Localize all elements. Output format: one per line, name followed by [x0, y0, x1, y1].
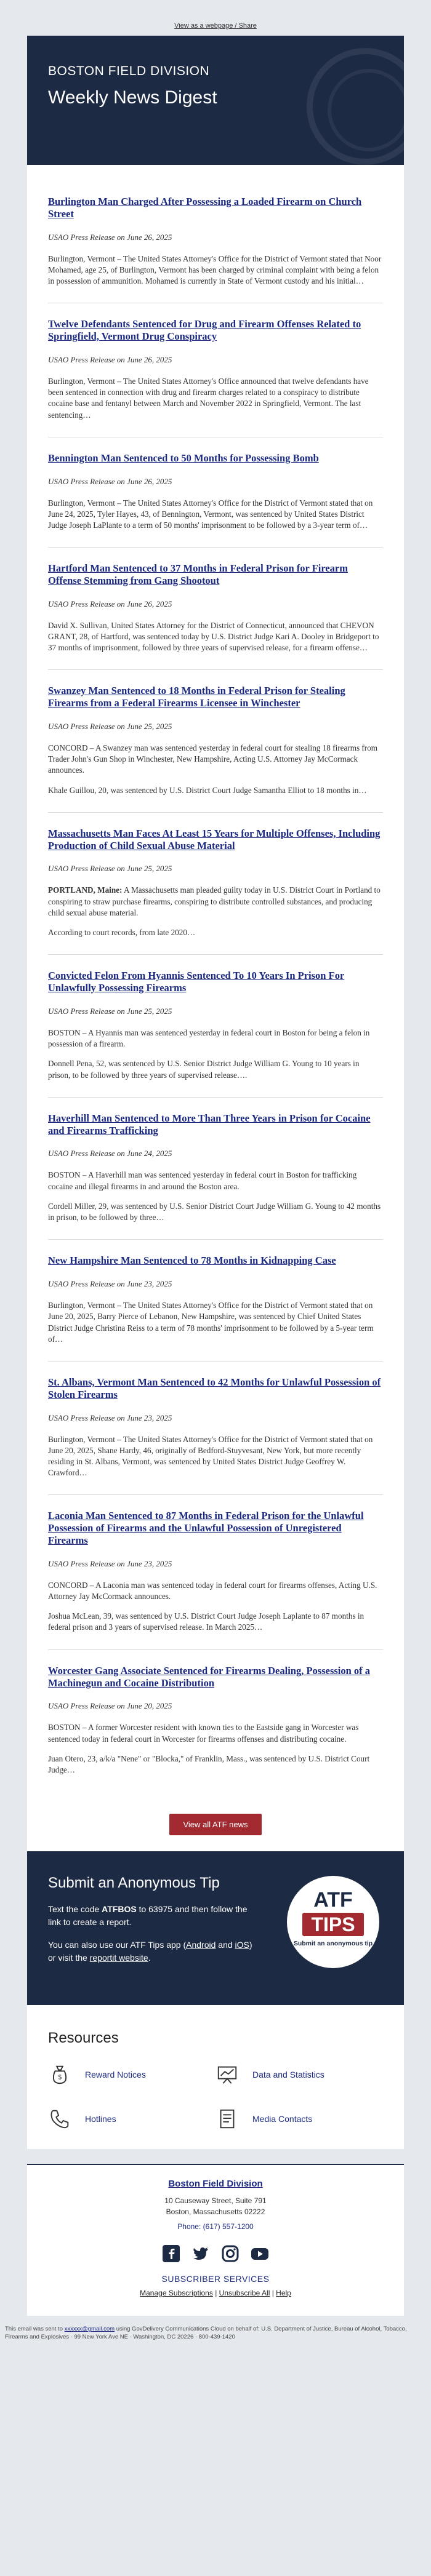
article-summary-text: Juan Otero, 23, a/k/a "Nene" or "Blocka," of Franklin, Mass., was sentenced by U.S. District Court Judge…	[48, 1753, 370, 1774]
article-summary-text: CONCORD – A Laconia man was sentenced today in federal court for firearms offenses, Acting U.S. Attorney Jay McCormack announces.	[48, 1580, 377, 1601]
article-summary-text: Khale Guillou, 20, was sentenced by U.S. District Court Judge Samantha Elliot to 18 months in…	[48, 785, 367, 795]
tip-text-pre: Text the code	[48, 1904, 102, 1915]
ios-link[interactable]: iOS	[235, 1940, 249, 1950]
article-item	[48, 303, 383, 420]
resource-hotlines[interactable]	[48, 2107, 216, 2131]
article-title-link[interactable]: Twelve Defendants Sentenced for Drug and Firearm Offenses Related to Springfield, Vermont Drug Conspiracy	[48, 318, 361, 343]
facebook-icon[interactable]	[162, 2244, 180, 2263]
android-link[interactable]: Android	[186, 1940, 216, 1950]
tip-and: and	[216, 1940, 235, 1950]
tip-app-line	[48, 1939, 257, 1964]
footer-address	[39, 2195, 392, 2217]
article-summary	[48, 1170, 383, 1192]
article-summary	[48, 1753, 383, 1776]
article-meta: USAO Press Release on June 25, 2025	[48, 722, 172, 732]
article-title-link[interactable]: New Hampshire Man Sentenced to 78 Months in Kidnapping Case	[48, 1254, 336, 1267]
footer	[0, 2149, 431, 2350]
resource-label: Hotlines	[85, 2114, 116, 2124]
article-title-link[interactable]: Laconia Man Sentenced to 87 Months in Federal Prison for the Unlawful Possession of Firearms and the Unlawful Possession of Unregistered Firearms	[48, 1510, 364, 1547]
resources-section	[27, 2005, 404, 2149]
article-item	[48, 1239, 383, 1345]
article-item	[48, 437, 383, 531]
resource-media-contacts[interactable]	[216, 2107, 383, 2131]
article-title-link[interactable]: Bennington Man Sentenced to 50 Months for Possessing Bomb	[48, 452, 319, 464]
legal-text: using GovDelivery Communications Cloud on behalf of: U.S. Department of Justice, Bureau of Alcohol, Tobacco, Firearms and Explosives · 99 New York Ave NE · Washington, DC 20226 · 800-439-1420	[5, 2326, 407, 2340]
footer-card	[27, 2164, 404, 2316]
subscription-links	[39, 2289, 392, 2297]
article-title-link[interactable]: Massachusetts Man Faces At Least 15 Years for Multiple Offenses, Including Production of Child Sexual Abuse Material	[48, 827, 381, 851]
subscriber-services-title: SUBSCRIBER SERVICES	[161, 2274, 270, 2284]
article-summary	[48, 1300, 383, 1345]
article-meta: USAO Press Release on June 26, 2025	[48, 354, 172, 364]
money-bag-icon	[48, 2063, 71, 2086]
address-line-1: 10 Causeway Street, Suite 791	[164, 2196, 267, 2206]
article-item	[48, 547, 383, 653]
article-summary	[48, 1580, 383, 1602]
article-summary-text: David X. Sullivan, United States Attorney for the District of Connecticut, announced that CHEVON GRANT, 28, of Hartford, was sentenced today by U.S. District Judge Kari A. Dooley in Bridgeport to 37 months of imprisonment, followed by three years of supervised release, for a firearm offense…	[48, 620, 379, 653]
article-summary	[48, 498, 383, 532]
article-summary-text: Burlington, Vermont – The United States Attorney's Office for the District of Vermont stated that on June 20, 2025, Shane Hardy, 46, originally of Bedford-Stuyvesant, New York, but more recently residing in St. Albans, Vermont, was sentenced by United States District Judge Geoffrey W. Crawford…	[48, 1434, 373, 1478]
article-summary	[48, 885, 383, 919]
article-summary-text: Burlington, Vermont – The United States Attorney's Office for the District of Vermont stated that on June 24, 2025, Tyler Hayes, 43, of Bennington, Vermont, was sentenced by United States District Judge Joseph LaPlante to a term of 50 months' imprisonment to be followed by a 3-year term of…	[48, 498, 373, 530]
article-title-link[interactable]: Convicted Felon From Hyannis Sentenced To 10 Years In Prison For Unlawfully Possessing Firearms	[48, 970, 345, 994]
article-meta: USAO Press Release on June 25, 2025	[48, 864, 172, 874]
article-summary-text: According to court records, from late 2020…	[48, 928, 196, 938]
article-summary	[48, 1058, 383, 1080]
article-summary	[48, 253, 383, 287]
article-summary-text: BOSTON – A Haverhill man was sentenced yesterday in federal court in Boston for trafficking cocaine and illegal firearms in and around the Boston area.	[48, 1170, 357, 1191]
instagram-icon[interactable]	[221, 2244, 240, 2263]
digest-title: Weekly News Digest	[48, 87, 217, 108]
view-all-wrap	[27, 1810, 404, 1838]
article-summary-text: Burlington, Vermont – The United States Attorney's Office for the District of Vermont stated that on June 20, 2025, Barry Pierce of Lebanon, New Hampshire, was sentenced by Chief United States District Judge Christina Reiss to a term of 78 months' imprisonment to be followed by a 5-year term of…	[48, 1301, 374, 1344]
article-meta: USAO Press Release on June 25, 2025	[48, 1006, 172, 1016]
phone-icon	[48, 2107, 71, 2131]
article-meta: USAO Press Release on June 26, 2025	[48, 476, 172, 486]
tip-app-mid: ) or visit the	[48, 1940, 252, 1963]
division-name: BOSTON FIELD DIVISION	[48, 64, 210, 78]
article-title-link[interactable]: Hartford Man Sentenced to 37 Months in Federal Prison for Firearm Offense Stemming from Gang Shootout	[48, 562, 348, 586]
article-meta: USAO Press Release on June 26, 2025	[48, 232, 172, 242]
resource-label: Reward Notices	[85, 2070, 146, 2080]
address-line-2: Boston, Massachusetts 02222	[166, 2207, 265, 2217]
tip-app-pre: You can also use our ATF Tips app (	[48, 1940, 187, 1950]
article-item	[48, 812, 383, 938]
article-summary-text: CONCORD – A Swanzey man was sentenced yesterday in federal court for stealing 18 firearms from Trader John's Gun Shop in Winchester, New Hampshire, Acting U.S. Attorney Jay McCormack announces.	[48, 743, 378, 775]
article-item	[48, 669, 383, 796]
article-summary	[48, 785, 383, 796]
unsubscribe-all-link[interactable]: Unsubscribe All	[219, 2289, 270, 2298]
resource-label: Data and Statistics	[252, 2070, 324, 2080]
article-summary-text: A Massachusetts man pleaded guilty today in U.S. District Court in Portland to conspiring to straw purchase firearms, conspiring to distribute controlled substances, and producing child sexual abuse material.	[48, 885, 381, 917]
youtube-icon[interactable]	[251, 2244, 269, 2263]
legal-notice	[0, 2316, 431, 2350]
article-summary	[48, 620, 383, 654]
badge-sub-text: Submit an anonymous tip	[293, 1940, 373, 1948]
article-meta: USAO Press Release on June 23, 2025	[48, 1558, 172, 1568]
article-title-link[interactable]: Haverhill Man Sentenced to More Than Three Years in Prison for Cocaine and Firearms Trafficking	[48, 1112, 371, 1136]
resource-reward-notices[interactable]	[48, 2063, 216, 2086]
article-summary-text: BOSTON – A former Worcester resident with known ties to the Eastside gang in Worcester was sentenced today in federal court in Worcester for firearms offenses and distributing cocaine.	[48, 1723, 359, 1744]
article-meta: USAO Press Release on June 23, 2025	[48, 1279, 172, 1289]
article-item	[48, 1649, 383, 1776]
badge-tips-text: TIPS	[302, 1913, 363, 1936]
separator: |	[270, 2289, 276, 2298]
chart-icon	[216, 2063, 239, 2086]
help-link[interactable]: Help	[276, 2289, 291, 2298]
resource-data-statistics[interactable]	[216, 2063, 383, 2086]
footer-division-link[interactable]: Boston Field Division	[168, 2179, 263, 2190]
article-summary-text: Joshua McLean, 39, was sentenced by U.S. District Court Judge Joseph Laplante to 87 months in federal prison and 3 years of supervised release. In March 2025…	[48, 1611, 365, 1632]
tip-code: ATFBOS	[102, 1904, 137, 1915]
recipient-email-link[interactable]: xxxxxx@gmail.com	[64, 2326, 115, 2333]
separator: |	[212, 2289, 219, 2298]
document-icon	[216, 2107, 239, 2131]
social-links	[39, 2244, 392, 2263]
article-title-link[interactable]: Burlington Man Charged After Possessing a Loaded Firearm on Church Street	[48, 196, 362, 220]
svg-text:$: $	[58, 2073, 62, 2081]
tip-text-post: to 63975 and then follow the link to create a report.	[48, 1904, 248, 1928]
twitter-icon[interactable]	[191, 2244, 210, 2263]
view-as-webpage-link[interactable]: View as a webpage / Share	[174, 22, 257, 30]
article-summary-text: Donnell Pena, 52, was sentenced by U.S. Senior District Judge William G. Young to 10 years in prison, to be followed by three years of supervised release….	[48, 1059, 360, 1080]
article-title-link[interactable]: Swanzey Man Sentenced to 18 Months in Federal Prison for Stealing Firearms from a Federal Firearms Licensee in Winchester	[48, 685, 345, 709]
article-lead: PORTLAND, Maine:	[48, 885, 123, 895]
article-summary	[48, 376, 383, 421]
atf-tips-badge[interactable]	[287, 1876, 379, 1968]
manage-subscriptions-link[interactable]: Manage Subscriptions	[140, 2289, 213, 2298]
article-item	[48, 1494, 383, 1633]
article-item	[48, 1361, 383, 1478]
article-summary-text: Cordell Miller, 29, was sentenced by U.S. Senior District Court Judge William G. Young to 42 months in prison, to be followed by three…	[48, 1201, 381, 1222]
article-meta: USAO Press Release on June 26, 2025	[48, 599, 172, 608]
article-summary	[48, 1434, 383, 1479]
article-summary	[48, 1027, 383, 1050]
article-summary	[48, 1611, 383, 1633]
article-item	[48, 1097, 383, 1223]
article-meta: USAO Press Release on June 24, 2025	[48, 1149, 172, 1158]
article-meta: USAO Press Release on June 20, 2025	[48, 1701, 172, 1711]
resources-grid	[48, 2063, 383, 2131]
article-summary-text: BOSTON – A Hyannis man was sentenced yesterday in federal court in Boston for being a felon in possession of a firearm.	[48, 1027, 370, 1049]
article-summary	[48, 1201, 383, 1223]
top-bar	[0, 0, 431, 36]
article-summary	[48, 743, 383, 776]
legal-pre: This email was sent to	[5, 2326, 65, 2333]
article-title-link[interactable]: St. Albans, Vermont Man Sentenced to 42 Months for Unlawful Possession of Stolen Firearms	[48, 1376, 381, 1400]
resources-title: Resources	[48, 2030, 119, 2047]
hero-banner	[27, 36, 404, 165]
article-item	[48, 954, 383, 1080]
article-summary	[48, 927, 383, 938]
footer-phone[interactable]: Phone: (617) 557-1200	[177, 2222, 254, 2231]
anonymous-tip-section	[27, 1851, 404, 2005]
article-item	[48, 193, 383, 287]
article-summary-text: Burlington, Vermont – The United States Attorney's Office for the District of Vermont stated that Noor Mohamed, age 25, of Burlington, Vermont has been charged by criminal complaint with being a felon in possession of ammunition. Mohamed is currently in State of Vermont custody and his initial…	[48, 253, 382, 286]
tip-text-line	[48, 1903, 257, 1929]
resource-label: Media Contacts	[252, 2114, 313, 2124]
tip-app-end: .	[148, 1953, 151, 1963]
reportit-link[interactable]: reportit website	[89, 1953, 148, 1963]
badge-atf-text: ATF	[313, 1888, 353, 1912]
tip-title: Submit an Anonymous Tip	[48, 1875, 220, 1892]
article-summary-text: Burlington, Vermont – The United States Attorney's Office announced that twelve defendants have been sentenced in connection with drug and firearm charges related to a conspiracy to distribute cocaine base and fentanyl between March and November 2022 in Springfield, Vermont. The last sentencing…	[48, 376, 369, 420]
article-meta: USAO Press Release on June 23, 2025	[48, 1413, 172, 1422]
articles-list	[27, 165, 404, 1810]
email-container	[27, 36, 404, 2149]
view-all-news-button[interactable]: View all ATF news	[169, 1814, 261, 1835]
article-title-link[interactable]: Worcester Gang Associate Sentenced for Firearms Dealing, Possession of a Machinegun and Cocaine Distribution	[48, 1664, 371, 1689]
article-summary	[48, 1722, 383, 1744]
